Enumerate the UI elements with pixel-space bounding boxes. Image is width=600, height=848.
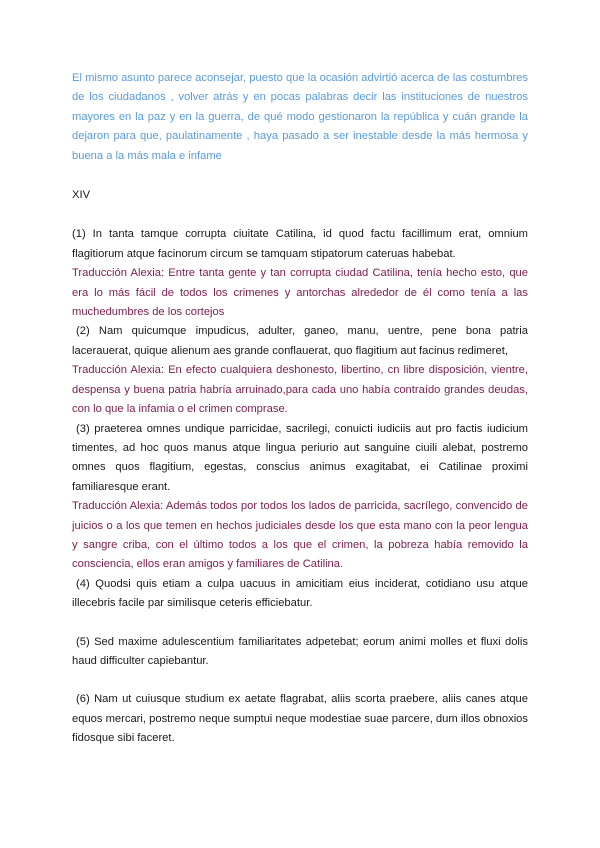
section-heading: XIV	[72, 189, 91, 202]
translation-paragraph-2: Traducción Alexia: En efecto cualquiera deshonesto, libertino, cn libre disposición, vientre, despensa y buena patria habría arruinado,para cada uno había contraído grandes deudas, con lo que la infamia o el crimen comprase.	[72, 364, 528, 416]
latin-paragraph-4: (4) Quodsi quis etiam a culpa uacuus in amicitiam eius inciderat, cotidiano usu atque illecebris facile par similisque ceteris efficiebatur.	[72, 577, 528, 610]
latin-paragraph-2: (2) Nam quicumque impudicus, adulter, ganeo, manu, uentre, pene bona patria lacerauerat, quique alienum aes grande conflauerat, quo flagitium aut facinus redimeret,	[72, 325, 528, 357]
translation-paragraph-1: Traducción Alexia: Entre tanta gente y tan corrupta ciudad Catilina, tenía hecho esto, que era lo más fácil de todos los crimenes y antorchas alrededor de él como tenía a las muchedumbres de los cortejos	[72, 267, 528, 319]
latin-paragraph-6: (6) Nam ut cuiusque studium ex aetate flagrabat, aliis scorta praebere, aliis canes atque equos mercari, postremo neque sumptui neque modestiae suae parcere, dum illos obnoxios fidosque sibi faceret.	[72, 693, 528, 745]
translation-paragraph-3: Traducción Alexia: Además todos por todos los lados de parricida, sacrílego, convencido de juicios o a los que temen en hechos judiciales desde los que esta mano con la peor lengua y sangre criba, con el último todos a los que el crimen, la pobreza había removido la consciencia, ellos eran amigos y familiares de Catilina.	[72, 500, 528, 571]
document-page	[72, 69, 528, 749]
latin-paragraph-5: (5) Sed maxime adulescentium familiaritates adpetebat; eorum animi molles et fluxi dolis haud difficulter capiebantur.	[72, 635, 528, 667]
latin-paragraph-3: (3) praeterea omnes undique parricidae, sacrilegi, conuicti iudiciis aut pro factis iudicium timentes, ad hoc quos manus atque lingua periurio aut sanguine ciuili alebat, postremo omnes quos flagitium, egestas, conscius animus exagitabat, ei Catilinae proximi familiaresque erant.	[72, 422, 528, 493]
intro-paragraph: El mismo asunto parece aconsejar, puesto que la ocasión advirtió acerca de las costumbres de los ciudadanos , volver atrás y en pocas palabras decir las instituciones de nuestros mayores en la paz y en la guerra, de qué modo gestionaron la república y cuán grande la dejaron para que, paulatinamente , haya pasado a ser inestable desde la más hermosa y buena a la más mala e infame	[72, 72, 528, 162]
latin-paragraph-1: (1) In tanta tamque corrupta ciuitate Catilina, id quod factu facillimum erat, omnium flagitiorum atque facinorum circum se tamquam stipatorum cateruas habebat.	[72, 228, 528, 260]
